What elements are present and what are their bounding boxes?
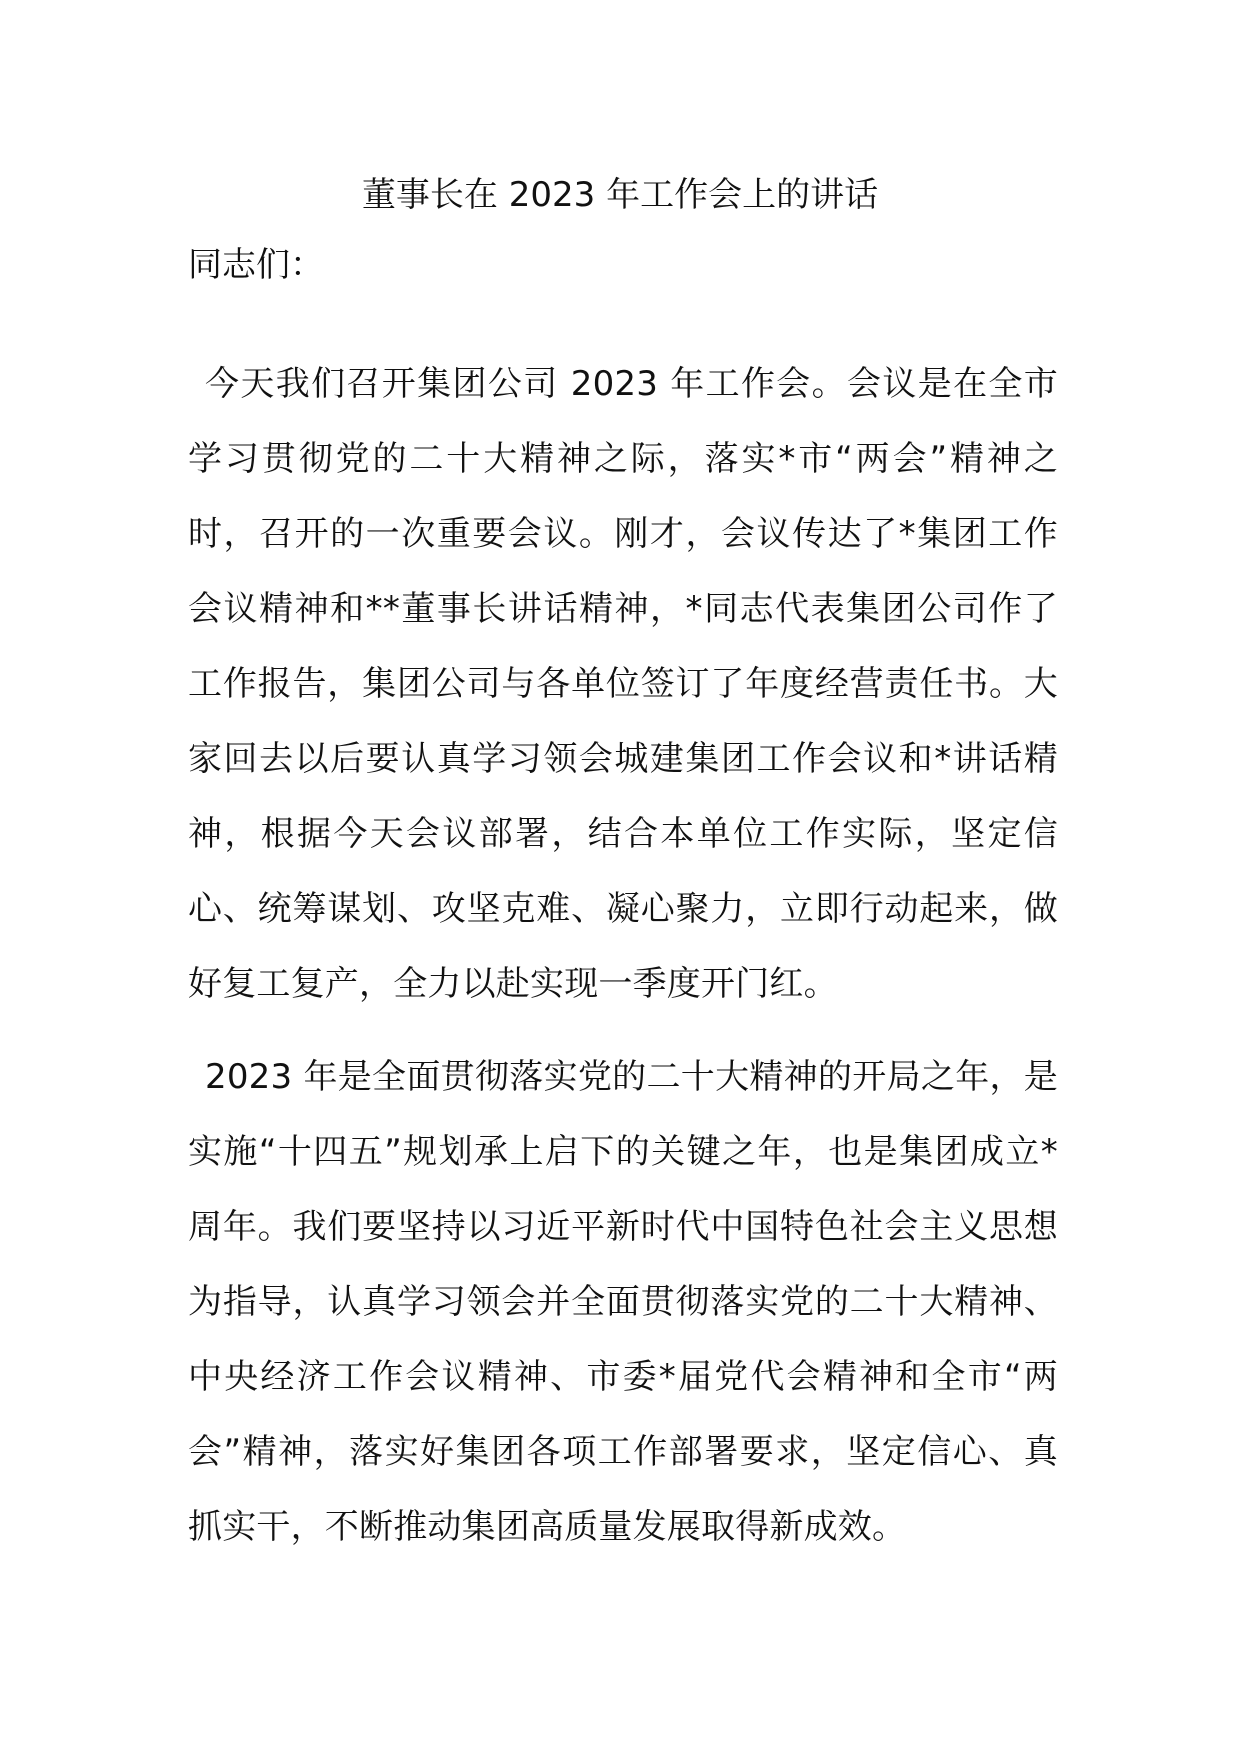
salutation: 同志们： (188, 245, 324, 285)
paragraph-1: 今天我们召开集团公司 2023 年工作会。会议是在全市学习贯彻党的二十大精神之际，落实*市“两会”精神之时，召开的一次重要会议。刚才，会议传达了*集团工作会议精神和**董事长讲话精神，*同志代表集团公司作了工作报告，集团公司与各单位签订了年度经营责任书。大家回去以后要认真学习领会城建集团工作会议和*讲话精神，根据今天会议部署，结合本单位工作实际，坚定信心、统筹谋划、攻坚克难、凝心聚力，立即行动起来，做好复工复产，全力以赴实现一季度开门红。 (188, 364, 1058, 1004)
paragraph-2: 2023 年是全面贯彻落实党的二十大精神的开局之年，是实施“十四五”规划承上启下的关键之年，也是集团成立*周年。我们要坚持以习近平新时代中国特色社会主义思想为指导，认真学习领会并全面贯彻落实党的二十大精神、中央经济工作会议精神、市委*届党代会精神和全市“两会”精神，落实好集团各项工作部署要求，坚定信心、真抓实干，不断推动集团高质量发展取得新成效。 (188, 1057, 1058, 1547)
document-title: 董事长在 2023 年工作会上的讲话 (361, 175, 879, 215)
